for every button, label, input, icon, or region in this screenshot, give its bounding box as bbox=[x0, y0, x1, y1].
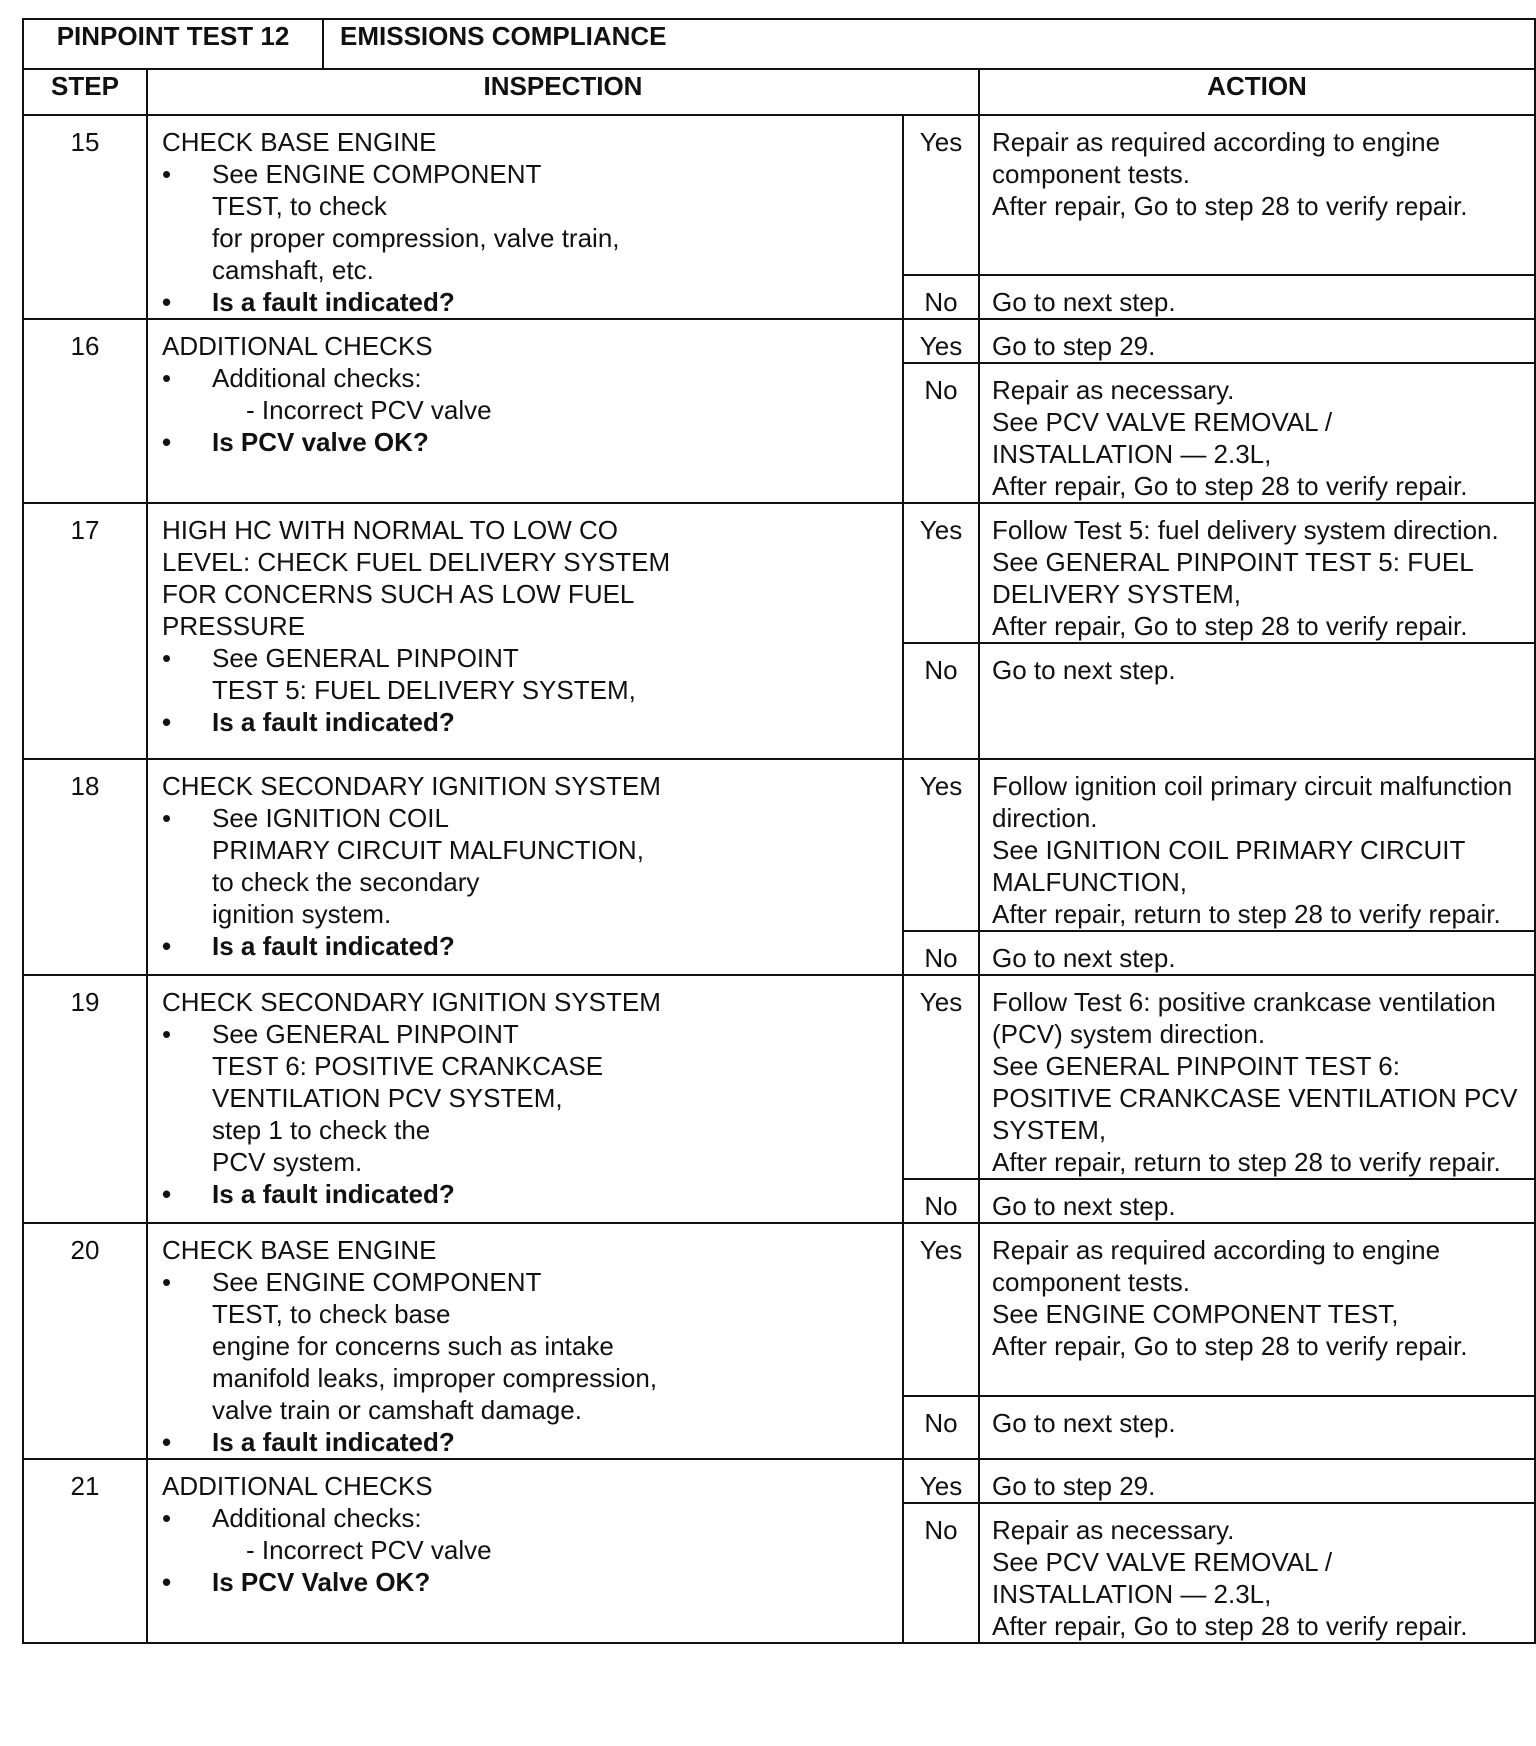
inspection-heading: CHECK BASE ENGINE bbox=[162, 127, 437, 157]
pinpoint-test-table bbox=[22, 18, 1536, 1644]
inspection-bullet-line: • See GENERAL PINPOINT bbox=[212, 643, 519, 673]
inspection-bullet-line: engine for concerns such as intake bbox=[212, 1331, 614, 1361]
inspection-heading: LEVEL: CHECK FUEL DELIVERY SYSTEM bbox=[162, 547, 671, 577]
inspection-bullet-line: VENTILATION PCV SYSTEM, bbox=[212, 1083, 563, 1113]
inspection-bullet-line: TEST, to check bbox=[212, 191, 387, 221]
inspection-bullet-line: • See ENGINE COMPONENT bbox=[212, 159, 542, 189]
inspection-sub-item: - Incorrect PCV valve bbox=[246, 1535, 492, 1565]
action-line: After repair, Go to step 28 to verify repair. bbox=[992, 1611, 1468, 1641]
step-row-15-yes bbox=[23, 115, 1535, 275]
step-row-19-yes bbox=[23, 975, 1535, 1179]
inspection-heading: PRESSURE bbox=[162, 611, 306, 641]
action-line: After repair, return to step 28 to verify repair. bbox=[992, 899, 1501, 929]
action-line: After repair, Go to step 28 to verify repair. bbox=[992, 191, 1468, 221]
inspection-bullet-line: PRIMARY CIRCUIT MALFUNCTION, bbox=[212, 835, 644, 865]
inspection-cell bbox=[147, 503, 903, 759]
inspection-heading: ADDITIONAL CHECKS bbox=[162, 331, 433, 361]
action-line: Repair as necessary. bbox=[992, 375, 1235, 405]
step-row-18-yes bbox=[23, 759, 1535, 931]
inspection-heading: FOR CONCERNS SUCH AS LOW FUEL bbox=[162, 579, 635, 609]
col-header-action: ACTION bbox=[979, 69, 1535, 115]
action-line: See PCV VALVE REMOVAL / bbox=[992, 407, 1333, 437]
col-header-inspection: INSPECTION bbox=[147, 69, 979, 115]
inspection-heading: CHECK SECONDARY IGNITION SYSTEM bbox=[162, 987, 661, 1017]
yes-action bbox=[979, 1459, 1535, 1503]
title-row bbox=[23, 19, 1535, 69]
steps-body bbox=[23, 115, 1535, 1643]
no-action bbox=[979, 643, 1535, 759]
inspection-bullet-line: camshaft, etc. bbox=[212, 255, 374, 285]
action-line: POSITIVE CRANKCASE VENTILATION PCV bbox=[992, 1083, 1518, 1113]
no-label: No bbox=[903, 643, 979, 759]
action-line: Go to step 29. bbox=[992, 331, 1156, 361]
action-line: Repair as necessary. bbox=[992, 1515, 1235, 1545]
inspection-bullet bbox=[162, 1502, 894, 1534]
action-line: See ENGINE COMPONENT TEST, bbox=[992, 1299, 1399, 1329]
inspection-question: • Is a fault indicated? bbox=[162, 1178, 894, 1210]
no-action bbox=[979, 363, 1535, 503]
action-line: Go to next step. bbox=[992, 943, 1176, 973]
inspection-bullet-line: • See IGNITION COIL bbox=[212, 803, 449, 833]
inspection-sub-item: - Incorrect PCV valve bbox=[246, 395, 492, 425]
inspection-bullet-line: step 1 to check the bbox=[212, 1115, 431, 1145]
step-row-17-yes bbox=[23, 503, 1535, 643]
action-line: direction. bbox=[992, 803, 1098, 833]
step-number: 21 bbox=[23, 1459, 147, 1643]
action-line: Go to next step. bbox=[992, 1191, 1176, 1221]
yes-action bbox=[979, 1223, 1535, 1396]
no-label: No bbox=[903, 363, 979, 503]
no-action bbox=[979, 931, 1535, 975]
yes-action bbox=[979, 503, 1535, 643]
inspection-bullet-line: TEST 5: FUEL DELIVERY SYSTEM, bbox=[212, 675, 636, 705]
yes-action bbox=[979, 975, 1535, 1179]
inspection-question: • Is a fault indicated? bbox=[162, 1426, 894, 1458]
no-action bbox=[979, 1179, 1535, 1223]
inspection-bullet-line: PCV system. bbox=[212, 1147, 363, 1177]
action-line: INSTALLATION — 2.3L, bbox=[992, 1579, 1272, 1609]
no-label: No bbox=[903, 931, 979, 975]
action-line: Follow ignition coil primary circuit malfunction bbox=[992, 771, 1513, 801]
yes-label: Yes bbox=[903, 1223, 979, 1396]
yes-label: Yes bbox=[903, 503, 979, 643]
action-line: component tests. bbox=[992, 159, 1191, 189]
action-line: Repair as required according to engine bbox=[992, 127, 1441, 157]
inspection-bullet-line: to check the secondary bbox=[212, 867, 480, 897]
inspection-bullet-line: ignition system. bbox=[212, 899, 392, 929]
inspection-cell bbox=[147, 975, 903, 1223]
inspection-bullet-line: • Additional checks: bbox=[212, 363, 422, 393]
no-label: No bbox=[903, 275, 979, 319]
action-line: Go to next step. bbox=[992, 655, 1176, 685]
action-line: After repair, Go to step 28 to verify repair. bbox=[992, 471, 1468, 501]
action-line: After repair, return to step 28 to verify repair. bbox=[992, 1147, 1501, 1177]
inspection-cell bbox=[147, 115, 903, 319]
step-number: 16 bbox=[23, 319, 147, 503]
inspection-question: • Is a fault indicated? bbox=[162, 706, 894, 738]
inspection-question: • Is PCV Valve OK? bbox=[162, 1566, 894, 1598]
action-line: SYSTEM, bbox=[992, 1115, 1107, 1145]
action-line: MALFUNCTION, bbox=[992, 867, 1188, 897]
action-line: See PCV VALVE REMOVAL / bbox=[992, 1547, 1333, 1577]
step-number: 18 bbox=[23, 759, 147, 975]
step-number: 15 bbox=[23, 115, 147, 319]
action-line: After repair, Go to step 28 to verify repair. bbox=[992, 1331, 1468, 1361]
inspection-heading: HIGH HC WITH NORMAL TO LOW CO bbox=[162, 515, 618, 545]
no-label: No bbox=[903, 1396, 979, 1459]
action-line: Follow Test 6: positive crankcase ventilation bbox=[992, 987, 1496, 1017]
no-action bbox=[979, 275, 1535, 319]
inspection-bullet-line: valve train or camshaft damage. bbox=[212, 1395, 582, 1425]
inspection-bullet bbox=[162, 802, 894, 930]
yes-label: Yes bbox=[903, 1459, 979, 1503]
inspection-heading: CHECK BASE ENGINE bbox=[162, 1235, 437, 1265]
action-line: Follow Test 5: fuel delivery system direction. bbox=[992, 515, 1499, 545]
inspection-bullet bbox=[162, 362, 894, 394]
col-header-step: STEP bbox=[23, 69, 147, 115]
column-header-row bbox=[23, 69, 1535, 115]
inspection-bullet bbox=[162, 642, 894, 706]
action-line: (PCV) system direction. bbox=[992, 1019, 1266, 1049]
action-line: component tests. bbox=[992, 1267, 1191, 1297]
action-line: After repair, Go to step 28 to verify repair. bbox=[992, 611, 1468, 641]
inspection-bullet bbox=[162, 1266, 894, 1426]
inspection-bullet-line: for proper compression, valve train, bbox=[212, 223, 620, 253]
yes-action bbox=[979, 759, 1535, 931]
inspection-cell bbox=[147, 759, 903, 975]
step-number: 19 bbox=[23, 975, 147, 1223]
inspection-heading: CHECK SECONDARY IGNITION SYSTEM bbox=[162, 771, 661, 801]
inspection-question: • Is a fault indicated? bbox=[162, 930, 894, 962]
inspection-bullet-line: • See ENGINE COMPONENT bbox=[212, 1267, 542, 1297]
inspection-cell bbox=[147, 1223, 903, 1459]
inspection-bullet-line: TEST 6: POSITIVE CRANKCASE bbox=[212, 1051, 604, 1081]
yes-action bbox=[979, 319, 1535, 363]
inspection-question: • Is PCV valve OK? bbox=[162, 426, 894, 458]
inspection-bullet-line: • Additional checks: bbox=[212, 1503, 422, 1533]
inspection-bullet-line: • See GENERAL PINPOINT bbox=[212, 1019, 519, 1049]
no-action bbox=[979, 1503, 1535, 1643]
inspection-bullet bbox=[162, 158, 894, 286]
action-line: Go to next step. bbox=[992, 1408, 1176, 1439]
action-line: See IGNITION COIL PRIMARY CIRCUIT bbox=[992, 835, 1466, 865]
inspection-cell bbox=[147, 1459, 903, 1643]
no-label: No bbox=[903, 1503, 979, 1643]
action-line: DELIVERY SYSTEM, bbox=[992, 579, 1242, 609]
no-label: No bbox=[903, 1179, 979, 1223]
step-number: 17 bbox=[23, 503, 147, 759]
action-line: Go to step 29. bbox=[992, 1471, 1156, 1501]
inspection-heading: ADDITIONAL CHECKS bbox=[162, 1471, 433, 1501]
action-line: See GENERAL PINPOINT TEST 5: FUEL bbox=[992, 547, 1474, 577]
action-line: See GENERAL PINPOINT TEST 6: bbox=[992, 1051, 1400, 1081]
inspection-bullet-line: manifold leaks, improper compression, bbox=[212, 1363, 658, 1393]
step-row-20-yes bbox=[23, 1223, 1535, 1396]
yes-label: Yes bbox=[903, 759, 979, 931]
no-action bbox=[979, 1396, 1535, 1459]
inspection-bullet-line: TEST, to check base bbox=[212, 1299, 451, 1329]
test-label: PINPOINT TEST 12 bbox=[23, 19, 323, 69]
yes-label: Yes bbox=[903, 319, 979, 363]
action-line: Repair as required according to engine bbox=[992, 1235, 1441, 1265]
yes-label: Yes bbox=[903, 115, 979, 275]
yes-label: Yes bbox=[903, 975, 979, 1179]
step-number: 20 bbox=[23, 1223, 147, 1459]
action-line: Go to next step. bbox=[992, 287, 1176, 317]
yes-action bbox=[979, 115, 1535, 275]
inspection-bullet bbox=[162, 1018, 894, 1178]
inspection-cell bbox=[147, 319, 903, 503]
test-title: EMISSIONS COMPLIANCE bbox=[323, 19, 1535, 69]
step-row-16-yes bbox=[23, 319, 1535, 363]
step-row-21-yes bbox=[23, 1459, 1535, 1503]
action-line: INSTALLATION — 2.3L, bbox=[992, 439, 1272, 469]
inspection-question: • Is a fault indicated? bbox=[162, 286, 894, 318]
